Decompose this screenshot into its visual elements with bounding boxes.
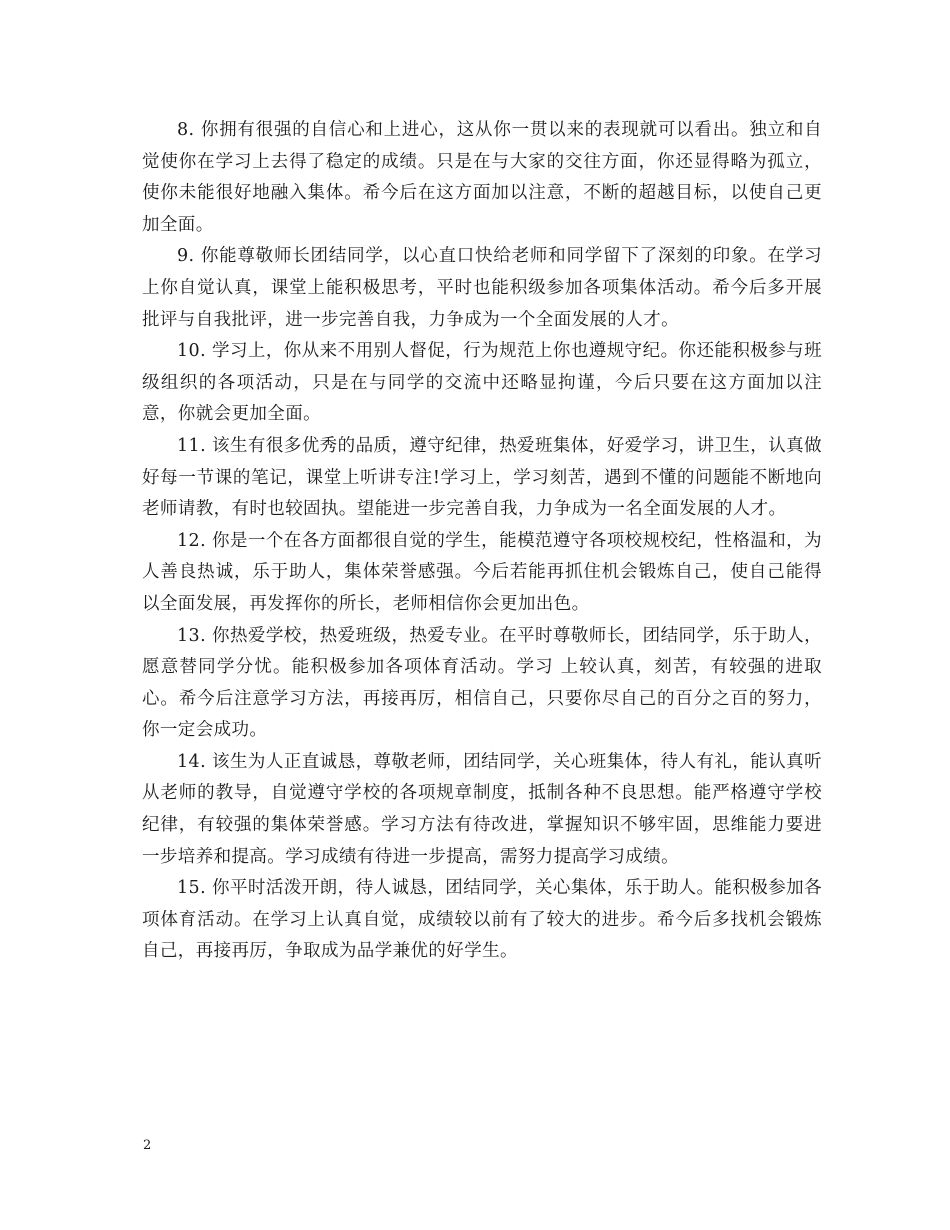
- comment-paragraph-13: 13. 你热爱学校，热爱班级，热爱专业。在平时尊敬师长，团结同学，乐于助人，愿意替同学分忧。能积极参加各项体育活动。学习 上较认真，刻苦，有较强的进取心。希今后注意学习方法，再接再厉，相信自己，只要你尽自己的百分之百的努力，你一定会成功。: [142, 625, 822, 741]
- comment-paragraph-9: 9. 你能尊敬师长团结同学，以心直口快给老师和同学留下了深刻的印象。在学习上你自觉认真，课堂上能积极思考，平时也能积级参加各项集体活动。希今后多开展批评与自我批评，进一步完善自我，力争成为一个全面发展的人才。: [142, 246, 822, 330]
- comment-paragraph-8: 8. 你拥有很强的自信心和上进心，这从你一贯以来的表现就可以看出。独立和自觉使你在学习上去得了稳定的成绩。只是在与大家的交往方面，你还显得略为孤立，使你未能很好地融入集体。希今后在这方面加以注意，不断的超越目标，以使自己更加全面。: [142, 120, 822, 235]
- comment-paragraph-11: 11. 该生有很多优秀的品质，遵守纪律，热爱班集体，好爱学习，讲卫生，认真做好每一节课的笔记，课堂上听讲专注!学习上，学习刻苦，遇到不懂的问题能不断地向老师请教，有时也较固执。望能进一步完善自我，力争成为一名全面发展的人才。: [142, 435, 822, 520]
- comment-paragraph-12: 12. 你是一个在各方面都很自觉的学生，能模范遵守各项校规校纪，性格温和，为人善良热诚，乐于助人，集体荣誉感强。今后若能再抓住机会锻炼自己，使自己能得以全面发展，再发挥你的所长，老师相信你会更加出色。: [142, 530, 822, 614]
- page-number: 2: [143, 1138, 152, 1153]
- comment-paragraph-10: 10. 学习上，你从来不用别人督促，行为规范上你也遵规守纪。你还能积极参与班级组织的各项活动，只是在与同学的交流中还略显拘谨，今后只要在这方面加以注意，你就会更加全面。: [142, 341, 822, 425]
- document-body: [142, 115, 822, 968]
- comment-paragraph-14: 14. 该生为人正直诚恳，尊敬老师，团结同学，关心班集体，待人有礼，能认真听从老师的教导，自觉遵守学校的各项规章制度，抵制各种不良思想。能严格遵守学校纪律，有较强的集体荣誉感。学习方法有待改进，掌握知识不够牢固，思维能力要进一步培养和提高。学习成绩有待进一步提高，需努力提高学习成绩。: [142, 751, 822, 867]
- comment-paragraph-15: 15. 你平时活泼开朗，待人诚恳，团结同学，关心集体，乐于助人。能积极参加各项体育活动。在学习上认真自觉，成绩较以前有了较大的进步。希今后多找机会锻炼自己，再接再厉，争取成为品学兼优的好学生。: [142, 878, 822, 962]
